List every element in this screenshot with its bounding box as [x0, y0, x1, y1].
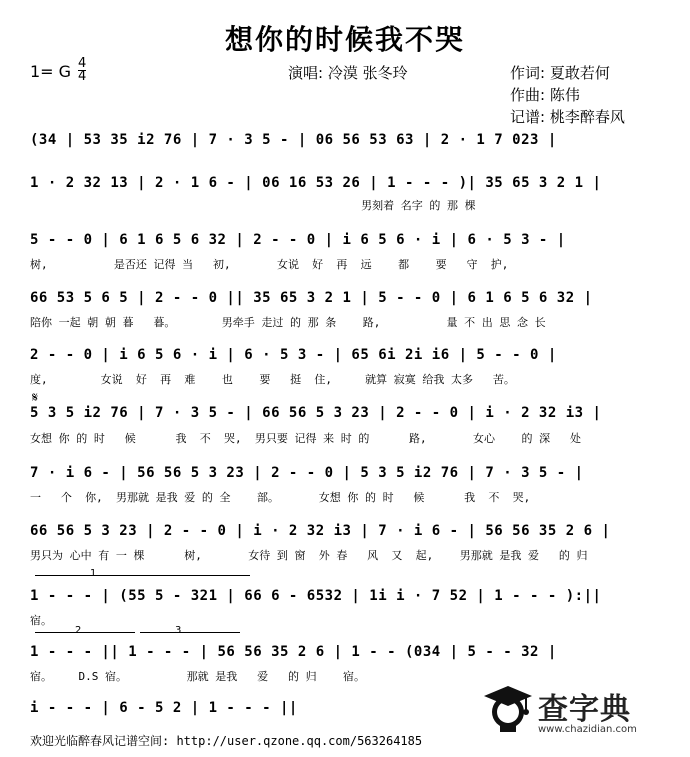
lyricist-credit: 作词: 夏敢若何	[510, 64, 610, 82]
score-row-7: 7 · i 6 - | 56 56 5 3 23 | 2 - - 0 | 5 3 5 i2 76 | 7 · 3 5 - |	[30, 465, 584, 481]
score-row-9: 1 - - - | (55 5 - 321 | 66 6 - 6532 | 1i i · 7 52 | 1 - - - ):||	[30, 588, 602, 604]
meter-top: 4	[78, 56, 87, 71]
lyric-row-4: 陪你 一起 朝 朝 暮 暮。 男牵手 走过 的 那 条 路, 量 不 出 思 念 长	[30, 316, 546, 329]
score-row-6: 5 3 5 i2 76 | 7 · 3 5 - | 66 56 5 3 23 | 2 - - 0 | i · 2 32 i3 |	[30, 405, 602, 421]
transcriber-credit: 记谱: 桃李醉春风	[510, 108, 625, 126]
meter-bottom: 4	[78, 69, 87, 84]
score-row-1: (34 | 53 35 i2 76 | 7 · 3 5 - | 06 56 53 63 | 2 · 1 7 023 |	[30, 132, 557, 148]
graduate-logo-icon	[480, 680, 536, 736]
lyric-row-6: 女想 你 的 时 候 我 不 哭, 男只要 记得 来 时 的 路, 女心 的 深 处	[30, 432, 582, 445]
volta-bracket-2	[35, 632, 135, 633]
score-row-3: 5 - - 0 | 6 1 6 5 6 32 | 2 - - 0 | i 6 5 6 · i | 6 · 5 3 - |	[30, 232, 566, 248]
volta-bracket-1	[35, 575, 250, 576]
watermark-url: www.chazidian.com	[538, 724, 637, 735]
singer-credit: 演唱: 冷漠 张冬玲	[288, 64, 408, 82]
watermark-text: 查字典	[538, 692, 631, 727]
volta-label-3: 3	[175, 625, 182, 636]
score-row-11: i - - - | 6 - 5 2 | 1 - - - ||	[30, 700, 298, 716]
lyric-row-7: 一 个 你, 男那就 是我 爱 的 全 部。 女想 你 的 时 候 我 不 哭,	[30, 491, 531, 504]
lyric-row-5: 度, 女说 好 再 难 也 要 挺 住, 就算 寂寞 给我 太多 苦。	[30, 373, 515, 386]
credits-block	[510, 62, 625, 128]
score-row-2: 1 · 2 32 13 | 2 · 1 6 - | 06 16 53 26 | 1 - - - )| 35 65 3 2 1 |	[30, 175, 602, 191]
score-row-8: 66 56 5 3 23 | 2 - - 0 | i · 2 32 i3 | 7 · i 6 - | 56 56 35 2 6 |	[30, 523, 611, 539]
segno-sign: 𝄋	[32, 390, 39, 406]
score-row-10: 1 - - - || 1 - - - | 56 56 35 2 6 | 1 - - (034 | 5 - - 32 |	[30, 644, 557, 660]
volta-label-1: 1	[90, 568, 97, 579]
lyric-row-9: 宿。	[30, 614, 52, 627]
lyric-row-3: 树, 是否还 记得 当 初, 女说 好 再 远 都 要 守 护,	[30, 258, 509, 271]
time-signature	[78, 58, 86, 83]
composer-credit: 作曲: 陈伟	[510, 86, 580, 104]
lyric-row-2: 男刻着 名字 的 那 棵	[30, 199, 476, 212]
key-signature: 1= G	[30, 62, 72, 81]
lyric-row-10: 宿。 D.S 宿。 那就 是我 爱 的 归 宿。	[30, 670, 366, 683]
song-title: 想你的时候我不哭	[224, 23, 465, 56]
volta-label-2: 2	[75, 625, 82, 636]
score-row-5: 2 - - 0 | i 6 5 6 · i | 6 · 5 3 - | 65 6i 2i i6 | 5 - - 0 |	[30, 347, 557, 363]
footer-note: 欢迎光临醉春风记谱空间: http://user.qzone.qq.com/563264185	[30, 734, 423, 748]
volta-bracket-3	[140, 632, 240, 633]
watermark	[480, 680, 680, 742]
score-row-4: 66 53 5 6 5 | 2 - - 0 || 35 65 3 2 1 | 5 - - 0 | 6 1 6 5 6 32 |	[30, 290, 593, 306]
lyric-row-8: 男只为 心中 有 一 棵 树, 女待 到 窗 外 春 风 又 起, 男那就 是我 爱 的 归	[30, 549, 588, 562]
